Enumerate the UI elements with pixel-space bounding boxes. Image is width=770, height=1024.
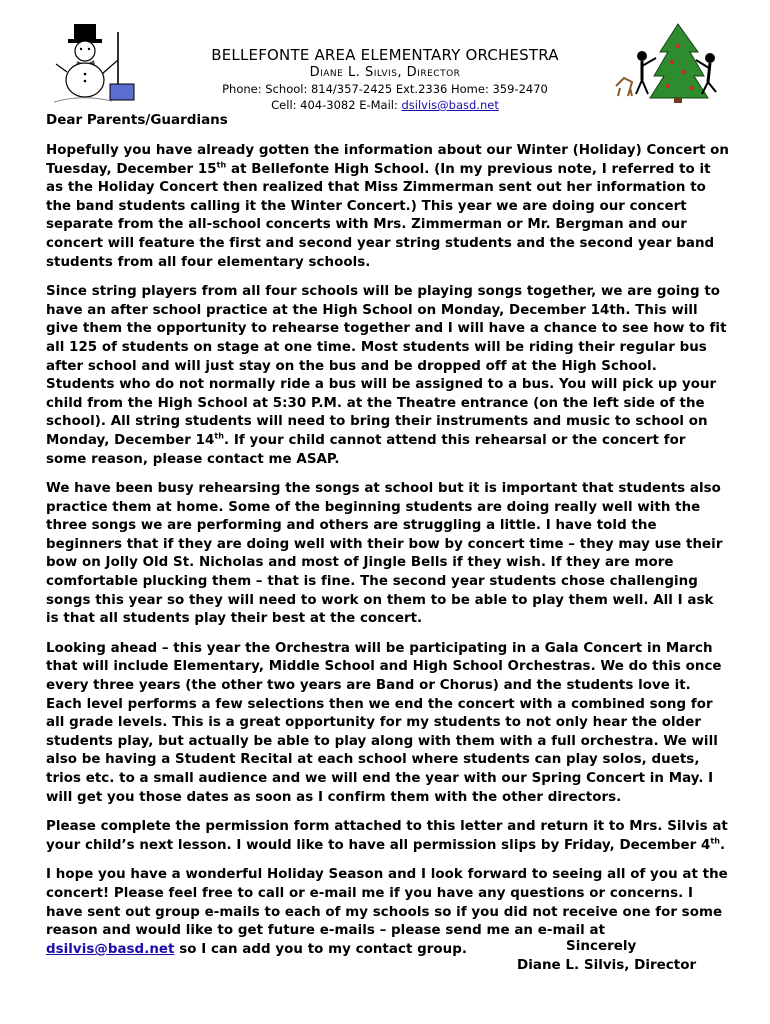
- email-link[interactable]: dsilvis@basd.net: [401, 98, 499, 112]
- paragraph-text: at Bellefonte High School. (In my previous note, I referred to it as the Holiday Concert then realized that Miss Zimmerman sent out her information to the band students calling it the Winter Concert.) This year we are doing our concert separate from the all-school concerts with Mrs. Zimmerman or Mr. Bergman and our concert will feature the first and second year string students and the second year band students from all four elementary schools.: [46, 161, 715, 270]
- orchestra-title: BELLEFONTE AREA ELEMENTARY ORCHESTRA: [211, 46, 559, 64]
- paragraph-text: I hope you have a wonderful Holiday Season and I look forward to seeing all of you at the concert! Please feel free to call or e-mail me if you have any questions or concerns. I have sent out group e-mails to each of my schools so if you did not receive one for some reason and would like to get future e-mails – please send me an e-mail at: [46, 867, 728, 939]
- closing-sincerely: Sincerely: [566, 938, 637, 954]
- closing-signature: Diane L. Silvis, Director: [517, 957, 697, 973]
- director-name: Diane L. Silvis, Director: [309, 65, 461, 80]
- cell-text: Cell: 404-3082 E-Mail:: [271, 98, 402, 112]
- paragraph-text: Hopefully you have already gotten the information about our Winter (Holiday) Concert on Tuesday, December 15: [46, 143, 729, 177]
- paragraph-text: so I can add you to my contact group.: [174, 941, 468, 957]
- paragraph-practice: [46, 283, 730, 469]
- email-link[interactable]: dsilvis@basd.net: [46, 941, 175, 957]
- paragraph-text: Since string players from all four schools will be playing songs together, we are going to have an after school practice at the High School on Monday, December 14th. This will give them the opportunity to rehearse together and I will have a chance to see how to fit all 125 of students on stage at one time. Most students will be riding their regular bus after school and will just stay on the bus and be dropped off at the High School. Students who do not normally ride a bus will be assigned to a bus. You will pick up your child from the High School at 5:30 P.M. at the Theatre entrance (on the left side of the school). All string students will need to bring their instruments and music to school on Monday, December 14: [46, 284, 727, 448]
- superscript: th: [214, 431, 225, 441]
- paragraph-text: . If your child cannot attend this rehearsal or the concert for some reason, please contact me ASAP.: [46, 432, 686, 467]
- christmas-tree-clipart: [612, 22, 722, 104]
- greeting: Dear Parents/Guardians: [46, 112, 228, 128]
- paragraph-text: .: [720, 837, 726, 853]
- superscript: th: [710, 836, 721, 846]
- paragraph-permission: [46, 818, 730, 855]
- superscript: th: [216, 160, 227, 170]
- phone-line: Phone: School: 814/357-2425 Ext.2336 Home: 359-2470: [222, 82, 548, 96]
- paragraph-text: Please complete the permission form attached to this letter and return it to Mrs. Silvis at your child’s next lesson. I would like to have all permission slips by Friday, December 4: [46, 819, 728, 853]
- paragraph-looking-ahead: Looking ahead – this year the Orchestra will be participating in a Gala Concert in March that will include Elementary, Middle School and High School Orchestras. We do this once every three years (the other two years are Band or Chorus) and the students love it. Each level performs a few selections then we end the concert with a combined song for all grade levels. This is a great opportunity for my students to not only hear the older students play, but actually be able to play along with them with a full orchestra. We will also be having a Student Recital at each school where students can play solos, duets, trios etc. to a small audience and we will end the year with our Spring Concert in May. I will get you those dates as soon as I confirm them with the other directors.: [46, 640, 722, 805]
- cell-email-line: [150, 98, 620, 112]
- snowman-clipart: [52, 22, 138, 106]
- paragraph-concert: [46, 142, 730, 272]
- paragraph-rehearsing: We have been busy rehearsing the songs at school but it is important that students also practice them at home. Some of the beginning students are doing really well with the three songs we are performing and others are struggling a little. I have told the beginners that if they are doing well with their bow by concert time – they may use their bow on Jolly Old St. Nicholas and most of Jingle Bells if they wish. If they are more comfortable plucking them – that is fine. The second year students chose challenging songs this year so they will need to work on them to be able to play them well. All I ask is that all students play their best at the concert.: [46, 481, 723, 627]
- letter-body: [46, 142, 730, 970]
